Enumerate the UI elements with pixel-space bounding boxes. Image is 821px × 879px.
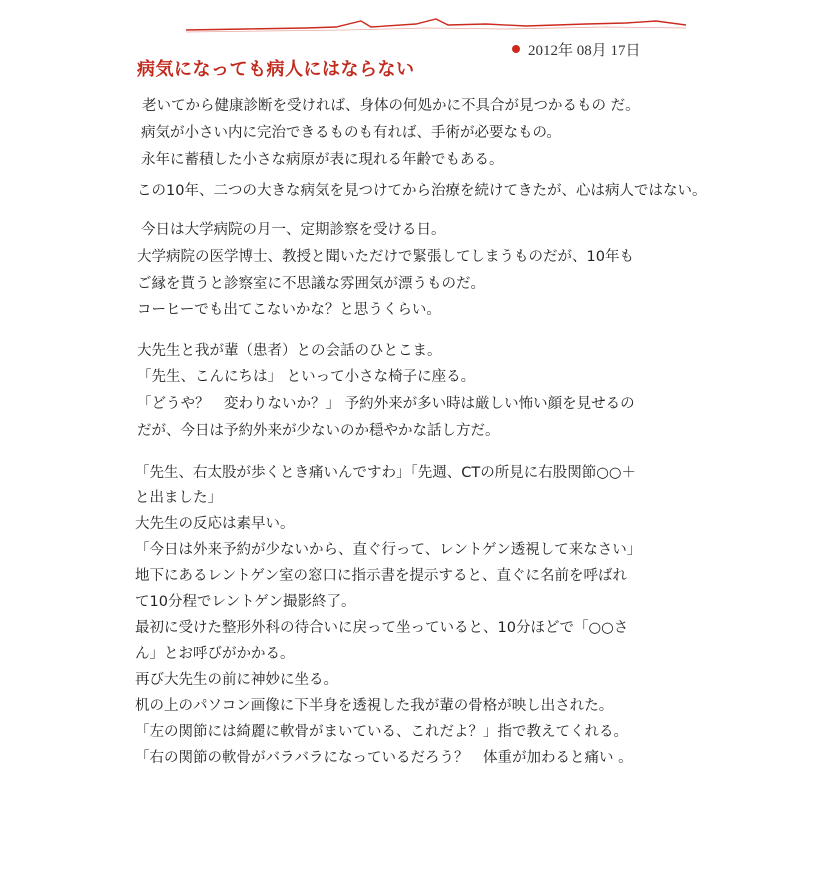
text-line: と出ました」 bbox=[135, 490, 222, 506]
text-line: ん」とお呼びがかかる。 bbox=[135, 646, 295, 662]
text-line: 再び大先生の前に神妙に坐る。 bbox=[135, 672, 338, 688]
text-line: この10年、二つの大きな病気を見つけてから治療を続けてきたが、心は病人ではない。 bbox=[137, 183, 707, 199]
text-line: 地下にあるレントゲン室の窓口に指示書を提示すると、直ぐに名前を呼ばれ bbox=[135, 568, 628, 584]
article-title: 病気になっても病人にはならない bbox=[137, 59, 415, 80]
text-line: 「左の関節には綺麗に軟骨がまいている、これだよ？」指で教えてくれる。 bbox=[135, 724, 628, 740]
text-line: 最初に受けた整形外科の待合いに戻って坐っていると、10分ほどで「○○さ bbox=[135, 620, 629, 636]
post-date bbox=[512, 38, 641, 60]
text-line: ご縁を貰うと診察室に不思議な雰囲気が漂うものだ。 bbox=[137, 276, 485, 292]
text-line: 「今日は外来予約が少ないから、直ぐ行って、レントゲン透視して来なさい」 bbox=[135, 542, 642, 558]
text-line: 永年に蓄積した小さな病原が表に現れる年齢でもある。 bbox=[141, 152, 504, 168]
text-line: 「右の関節の軟骨がバラバラになっているだろう？ 体重が加わると痛い 。 bbox=[135, 750, 633, 766]
bullet-icon bbox=[512, 45, 520, 53]
text-line: 病気が小さい内に完治できるものも有れば、手術が必要なもの。 bbox=[141, 125, 561, 141]
text-line: コーヒーでも出てこないかな？と思うくらい。 bbox=[137, 302, 441, 318]
text-line: 机の上のパソコン画像に下半身を透視した我が輩の骨格が映し出された。 bbox=[135, 698, 614, 714]
text-line: 「先生、右太股が歩くとき痛いんですわ」「先週、CTの所見に右股関節○○＋ bbox=[135, 465, 637, 481]
text-line: 「先生、こんにちは」 といって小さな椅子に座る。 bbox=[137, 369, 476, 385]
text-line: 老いてから健康診断を受ければ、身体の何処かに不具合が見つかるもの だ。 bbox=[142, 98, 640, 114]
post-date-text: 2012年 08月 17日 bbox=[528, 42, 641, 59]
text-line: だが、今日は予約外来が少ないのか穏やかな話し方だ。 bbox=[137, 423, 500, 439]
text-line: 大学病院の医学博士、教授と聞いただけで緊張してしまうものだが、10年も bbox=[137, 249, 634, 265]
text-line: 大先生の反応は素早い。 bbox=[135, 516, 295, 532]
text-line: て10分程でレントゲン撮影終了。 bbox=[135, 594, 356, 610]
text-line: 「どうや？ 変わりないか？」 予約外来が多い時は厳しい怖い顔を見せるの bbox=[137, 396, 635, 412]
text-line: 大先生と我が輩（患者）との会話のひとこま。 bbox=[137, 343, 442, 359]
text-line: 今日は大学病院の月一、定期診察を受ける日。 bbox=[141, 222, 446, 238]
